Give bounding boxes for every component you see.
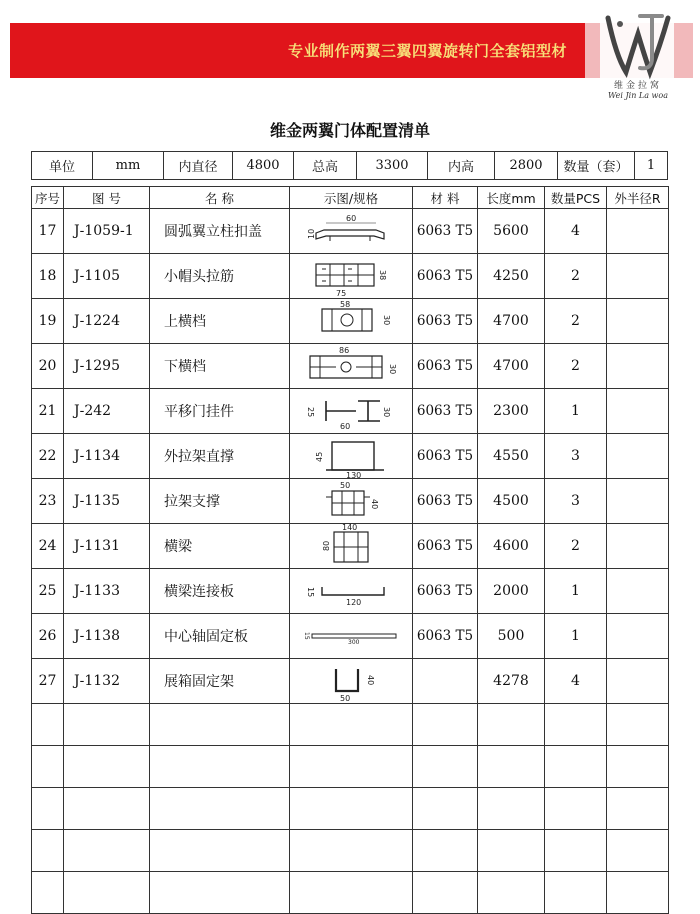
length-mm: 2000 xyxy=(478,569,545,614)
material: 6063 T5 xyxy=(413,299,478,344)
empty-cell xyxy=(290,872,413,914)
part-code: J-242 xyxy=(64,389,150,434)
column-header: 序号 xyxy=(32,187,64,209)
empty-cell xyxy=(290,830,413,872)
empty-row xyxy=(32,746,669,788)
part-name: 上横档 xyxy=(150,299,290,344)
dimension-label: 40 xyxy=(370,499,379,510)
header-banner xyxy=(10,23,585,78)
dimension-label: 75 xyxy=(336,289,347,298)
part-code: J-1138 xyxy=(64,614,150,659)
row-number: 22 xyxy=(32,434,64,479)
part-name: 外拉架直撑 xyxy=(150,434,290,479)
empty-cell xyxy=(545,746,607,788)
profile-figure xyxy=(290,614,413,659)
part-name: 平移门挂件 xyxy=(150,389,290,434)
dimension-label: 45 xyxy=(315,451,324,462)
outer-radius xyxy=(607,344,669,389)
part-code: J-1224 xyxy=(64,299,150,344)
table-row xyxy=(32,569,669,614)
empty-cell xyxy=(32,704,64,746)
dimension-label: 60 xyxy=(340,422,351,431)
table-row xyxy=(32,434,669,479)
dimension-label: 10 xyxy=(307,228,316,239)
column-header: 示图/规格 xyxy=(290,187,413,209)
length-mm: 500 xyxy=(478,614,545,659)
table-row xyxy=(32,254,669,299)
dimension-label: 80 xyxy=(322,540,331,551)
dimension-label: 25 xyxy=(306,407,315,418)
outer-radius xyxy=(607,209,669,254)
column-header: 图 号 xyxy=(64,187,150,209)
table-row xyxy=(32,299,669,344)
part-name: 横梁连接板 xyxy=(150,569,290,614)
quantity-pcs: 3 xyxy=(545,434,607,479)
empty-cell xyxy=(150,872,290,914)
empty-cell xyxy=(607,872,669,914)
quantity-pcs: 1 xyxy=(545,569,607,614)
material xyxy=(413,659,478,704)
dimension-label: 38 xyxy=(378,270,387,281)
inner-height-label: 内高 xyxy=(428,152,495,180)
banner-title: 专业制作两翼三翼四翼旋转门全套铝型材 xyxy=(287,42,567,60)
empty-cell xyxy=(290,746,413,788)
quantity-pcs: 1 xyxy=(545,614,607,659)
total-height-label: 总高 xyxy=(294,152,357,180)
dimension-label: 30 xyxy=(382,315,391,326)
dimension-label: 58 xyxy=(340,300,351,309)
row-number: 21 xyxy=(32,389,64,434)
inner-diameter-value: 4800 xyxy=(233,152,294,180)
empty-cell xyxy=(32,746,64,788)
empty-cell xyxy=(545,872,607,914)
dimension-label: 86 xyxy=(339,346,350,355)
table-row xyxy=(32,524,669,569)
dimension-label: 30 xyxy=(382,407,391,418)
row-number: 20 xyxy=(32,344,64,389)
empty-row xyxy=(32,872,669,914)
empty-cell xyxy=(607,746,669,788)
part-code: J-1059-1 xyxy=(64,209,150,254)
profile-figure xyxy=(290,479,413,524)
row-number: 26 xyxy=(32,614,64,659)
outer-radius xyxy=(607,659,669,704)
profile-figure xyxy=(290,299,413,344)
empty-cell xyxy=(413,704,478,746)
empty-cell xyxy=(32,788,64,830)
length-mm: 4550 xyxy=(478,434,545,479)
empty-cell xyxy=(413,788,478,830)
length-mm: 2300 xyxy=(478,389,545,434)
profile-figure xyxy=(290,209,413,254)
empty-cell xyxy=(545,788,607,830)
dimension-label: 50 xyxy=(340,694,351,703)
material: 6063 T5 xyxy=(413,254,478,299)
part-name: 小帽头拉筋 xyxy=(150,254,290,299)
material: 6063 T5 xyxy=(413,209,478,254)
part-name: 中心轴固定板 xyxy=(150,614,290,659)
quantity-pcs: 2 xyxy=(545,254,607,299)
part-code: J-1105 xyxy=(64,254,150,299)
column-header: 外半径R xyxy=(607,187,669,209)
outer-radius xyxy=(607,254,669,299)
profile-figure xyxy=(290,389,413,434)
outer-radius xyxy=(607,434,669,479)
part-code: J-1133 xyxy=(64,569,150,614)
logo-chinese-text: 维金拉窝 xyxy=(613,81,662,91)
profile-drawing-icon xyxy=(296,614,406,658)
table-row xyxy=(32,479,669,524)
part-name: 下横档 xyxy=(150,344,290,389)
dimension-label: 50 xyxy=(340,481,351,490)
part-name: 圆弧翼立柱扣盖 xyxy=(150,209,290,254)
empty-cell xyxy=(413,872,478,914)
profile-drawing-icon xyxy=(296,209,406,253)
profile-drawing-icon xyxy=(296,434,406,478)
part-code: J-1131 xyxy=(64,524,150,569)
column-header: 名 称 xyxy=(150,187,290,209)
part-name: 横梁 xyxy=(150,524,290,569)
dimension-label: 120 xyxy=(346,598,362,607)
profile-drawing-icon xyxy=(296,299,406,343)
part-code: J-1295 xyxy=(64,344,150,389)
empty-cell xyxy=(32,830,64,872)
row-number: 19 xyxy=(32,299,64,344)
row-number: 25 xyxy=(32,569,64,614)
empty-cell xyxy=(150,704,290,746)
empty-cell xyxy=(290,704,413,746)
dimension-label: 300 xyxy=(348,639,360,646)
empty-cell xyxy=(607,830,669,872)
outer-radius xyxy=(607,614,669,659)
row-number: 24 xyxy=(32,524,64,569)
material: 6063 T5 xyxy=(413,479,478,524)
quantity-value: 1 xyxy=(635,152,668,180)
part-code: J-1135 xyxy=(64,479,150,524)
profile-drawing-icon xyxy=(296,344,406,388)
outer-radius xyxy=(607,299,669,344)
length-mm: 4700 xyxy=(478,344,545,389)
empty-cell xyxy=(413,830,478,872)
column-header: 长度mm xyxy=(478,187,545,209)
profile-drawing-icon xyxy=(296,659,406,703)
table-row xyxy=(32,389,669,434)
profile-figure xyxy=(290,254,413,299)
inner-diameter-label: 内直径 xyxy=(164,152,233,180)
column-header: 材 料 xyxy=(413,187,478,209)
empty-cell xyxy=(64,830,150,872)
profile-drawing-icon xyxy=(296,389,406,433)
row-number: 23 xyxy=(32,479,64,524)
quantity-label: 数量（套） xyxy=(558,152,635,180)
unit-value: mm xyxy=(93,152,164,180)
empty-cell xyxy=(545,704,607,746)
material: 6063 T5 xyxy=(413,344,478,389)
dimension-label: 60 xyxy=(346,214,357,223)
empty-cell xyxy=(478,872,545,914)
table-row xyxy=(32,659,669,704)
length-mm: 4278 xyxy=(478,659,545,704)
empty-cell xyxy=(478,788,545,830)
table-row xyxy=(32,209,669,254)
quantity-pcs: 2 xyxy=(545,344,607,389)
row-number: 18 xyxy=(32,254,64,299)
part-code: J-1132 xyxy=(64,659,150,704)
empty-cell xyxy=(607,788,669,830)
empty-row xyxy=(32,788,669,830)
parts-table xyxy=(31,186,669,914)
length-mm: 5600 xyxy=(478,209,545,254)
dimension-label: 15 xyxy=(303,632,310,640)
table-header-row xyxy=(32,187,669,209)
profile-figure xyxy=(290,569,413,614)
profile-figure xyxy=(290,524,413,569)
column-header: 数量PCS xyxy=(545,187,607,209)
quantity-pcs: 3 xyxy=(545,479,607,524)
profile-figure xyxy=(290,434,413,479)
outer-radius xyxy=(607,389,669,434)
total-height-value: 3300 xyxy=(357,152,428,180)
empty-cell xyxy=(64,872,150,914)
length-mm: 4250 xyxy=(478,254,545,299)
dimension-label: 15 xyxy=(306,587,315,598)
quantity-pcs: 2 xyxy=(545,299,607,344)
empty-cell xyxy=(478,704,545,746)
part-name: 展箱固定架 xyxy=(150,659,290,704)
empty-cell xyxy=(478,830,545,872)
profile-drawing-icon xyxy=(296,479,406,523)
empty-cell xyxy=(607,704,669,746)
row-number: 27 xyxy=(32,659,64,704)
outer-radius xyxy=(607,479,669,524)
inner-height-value: 2800 xyxy=(495,152,558,180)
quantity-pcs: 2 xyxy=(545,524,607,569)
profile-drawing-icon xyxy=(296,254,406,298)
empty-cell xyxy=(64,788,150,830)
row-number: 17 xyxy=(32,209,64,254)
quantity-pcs: 4 xyxy=(545,659,607,704)
length-mm: 4700 xyxy=(478,299,545,344)
empty-cell xyxy=(545,830,607,872)
empty-cell xyxy=(64,746,150,788)
empty-cell xyxy=(290,788,413,830)
outer-radius xyxy=(607,569,669,614)
table-row xyxy=(32,614,669,659)
length-mm: 4600 xyxy=(478,524,545,569)
document-title: 维金两翼门体配置清单 xyxy=(269,121,430,140)
empty-cell xyxy=(150,788,290,830)
profile-figure xyxy=(290,344,413,389)
material: 6063 T5 xyxy=(413,614,478,659)
empty-cell xyxy=(150,746,290,788)
table-row xyxy=(32,344,669,389)
material: 6063 T5 xyxy=(413,569,478,614)
empty-cell xyxy=(478,746,545,788)
dimension-label: 30 xyxy=(388,364,397,375)
material: 6063 T5 xyxy=(413,434,478,479)
quantity-pcs: 1 xyxy=(545,389,607,434)
empty-cell xyxy=(413,746,478,788)
length-mm: 4500 xyxy=(478,479,545,524)
logo-english-text: Wei Jin La woa xyxy=(608,91,668,100)
part-name: 拉架支撑 xyxy=(150,479,290,524)
profile-drawing-icon xyxy=(296,569,406,613)
empty-cell xyxy=(64,704,150,746)
quantity-pcs: 4 xyxy=(545,209,607,254)
dimension-label: 40 xyxy=(366,675,375,686)
profile-drawing-icon xyxy=(296,524,406,568)
dimension-label: 130 xyxy=(346,471,362,478)
unit-label: 单位 xyxy=(32,152,93,180)
dimension-label: 140 xyxy=(342,524,358,532)
profile-figure xyxy=(290,659,413,704)
empty-cell xyxy=(150,830,290,872)
material: 6063 T5 xyxy=(413,524,478,569)
info-table xyxy=(31,151,668,180)
outer-radius xyxy=(607,524,669,569)
empty-cell xyxy=(32,872,64,914)
empty-row xyxy=(32,704,669,746)
part-code: J-1134 xyxy=(64,434,150,479)
material: 6063 T5 xyxy=(413,389,478,434)
empty-row xyxy=(32,830,669,872)
